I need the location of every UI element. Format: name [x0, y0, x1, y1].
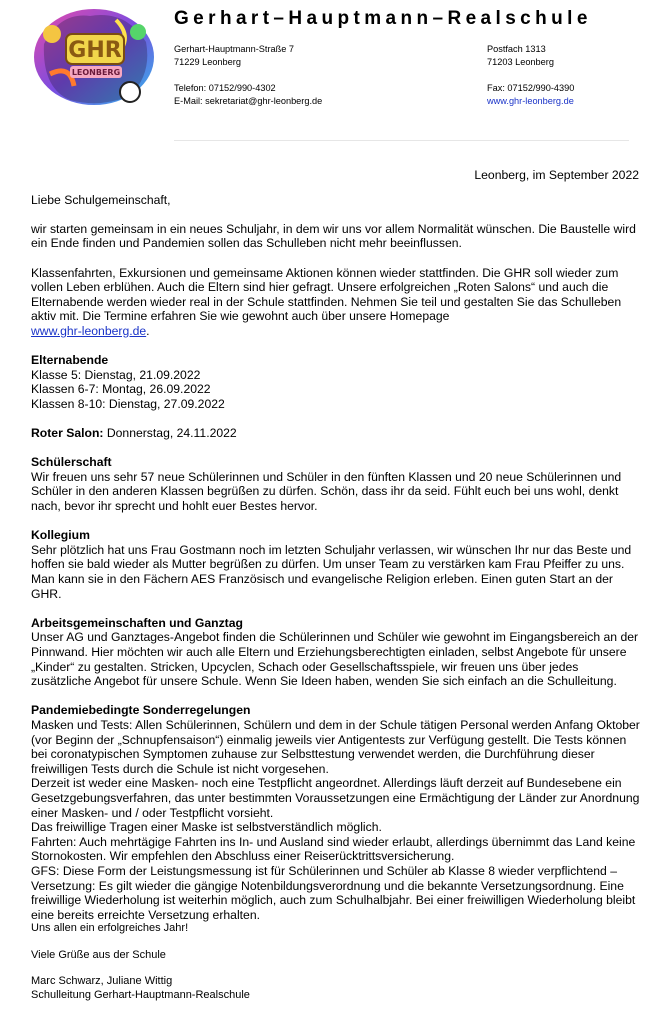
phone-number: Telefon: 07152/990-4302 [174, 83, 276, 93]
homepage-suffix: . [146, 323, 150, 338]
activities-paragraph [31, 266, 641, 339]
elternabend-item: Klassen 6-7: Montag, 26.09.2022 [31, 382, 211, 397]
letter-date: Leonberg, im September 2022 [474, 168, 639, 182]
website-link[interactable]: www.ghr-leonberg.de [487, 96, 574, 106]
elternabend-item: Klassen 8-10: Dienstag, 27.09.2022 [31, 396, 225, 411]
pandemie-heading: Pandemiebedingte Sonderregelungen [31, 703, 251, 718]
school-name: Gerhart–Hauptmann–Realschule [174, 8, 592, 29]
postbox: Postfach 1313 [487, 44, 546, 54]
header-divider [174, 140, 629, 141]
signatories: Marc Schwarz, Juliane Wittig [31, 975, 173, 988]
homepage-link[interactable]: www.ghr-leonberg.de [31, 323, 147, 338]
letter-body [31, 168, 641, 1002]
greeting: Viele Grüße aus der Schule [31, 948, 166, 961]
signatory-role: Schulleitung Gerhart-Hauptmann-Realschule [31, 988, 250, 1001]
contact-block [174, 82, 322, 108]
activities-text: Klassenfahrten, Exkursionen und gemeinsame Aktionen können wieder stattfinden. Die GHR soll wieder zum vollen Leben erblühen. Auch die Eltern sind hier gefragt. Unsere erfolgreichen „Roten Salons“ und auch die Elternabende werden wieder real in der Schule stattfinden. Nehmen Sie teil und gestalten Sie das Schulleben aktiv mit. Die Termine erfahren Sie wie gewohnt auch über unsere Homepage [31, 265, 622, 324]
pandemie-current-rules: Derzeit ist weder eine Masken- noch eine Testpflicht angeordnet. Allerdings läuft derzeit auf Bundesebene ein Gesetzgebungsverfahren, das unter bestimmten Voraussetzungen eine Ermächtigung der Länder zur Anordnung einer Masken- und / oder Testpflicht vorsieht. [31, 776, 640, 820]
kollegium-text: Sehr plötzlich hat uns Frau Gostmann noch im letzten Schuljahr verlassen, wir wünschen Ihr nur das Beste und hoffen sie bald wieder als Mutter begrüßen zu dürfen. Um unser Team zu verstärken kam Frau Pfeiffer zu uns. Man kann sie in den Fächern AES Französisch und evangelische Religion erleben. Einen guten Start an der GHR. [31, 542, 632, 601]
address-city: 71229 Leonberg [174, 57, 241, 67]
address-street: Gerhart-Hauptmann-Straße 7 [174, 44, 294, 54]
pandemie-trips: Fahrten: Auch mehrtägige Fahrten ins In- und Ausland sind wieder erlaubt, allerdings übernimmt das Land keine Stornokosten. Wir empfehlen den Abschluss einer Reiserücktrittsversicherung. [31, 834, 636, 864]
roter-salon [31, 426, 641, 441]
email-address: E-Mail: sekretariat@ghr-leonberg.de [174, 96, 323, 106]
fax-web-block [487, 82, 574, 108]
ag-text: Unser AG und Ganztages-Angebot finden die Schülerinnen und Schüler wie gewohnt im Eingangsbereich an der Pinnwand. Hier möchten wir auch alle Eltern und Erziehungsberechtigten einladen, selbst Angebote für unsere „Kinder“ zu gestalten. Stricken, Upcyclen, Schach oder Gesellschaftsspiele, wir freuen uns über jedes zusätzliche Angebot für unsere Schule. Wenn Sie Ideen haben, wenden Sie sich einfach an die Schulleitung. [31, 630, 639, 689]
schuelerschaft-text: Wir freuen uns sehr 57 neue Schülerinnen und Schüler in den fünften Klassen und 20 neue Schülerinnen und Schüler in den anderen Klassen begrüßen zu dürfen. Schön, dass ihr da seid. Fühlt euch bei uns wohl, denkt nach, bevor ihr sprecht und hohlt euer Bestes hervor. [31, 469, 622, 514]
pandemie-voluntary-mask: Das freiwillige Tragen einer Maske ist selbstverständlich möglich. [31, 820, 382, 835]
elternabend-item: Klasse 5: Dienstag, 21.09.2022 [31, 367, 201, 382]
closing-wish: Uns allen ein erfolgreiches Jahr! [31, 922, 189, 935]
postbox-city: 71203 Leonberg [487, 57, 554, 67]
pandemie-masks-tests: Masken und Tests: Allen Schülerinnen, Schülern und dem in der Schule tätigen Personal werden Anfang Oktober (vor Beginn der „Schnupfensaison“) einmalig jeweils vier Antigentests zur Verfügung gestellt. Die Tests können bei coronatypischen Symptomen zuhause zur Selbsttestung verwendet werden, die Durchführung dieser freiwilligen Tests durch die Schule ist nicht vorgesehen. [31, 717, 640, 776]
roter-salon-label: Roter Salon: [31, 426, 104, 441]
logo-text: GHR [68, 38, 122, 63]
pandemie-gfs: GFS: Diese Form der Leistungsmessung ist für Schülerinnen und Schüler ab Klasse 8 wieder verpflichtend – Versetzung: Es gilt wieder die gängige Notenbildungsverordnung und die bekannte Versetzungsordnung. Eine freiwillige Wiederholung ist weiterhin möglich, auch zum Schulhalbjahr. Bei einer freiwilligen Wiederholung bleibt eine bereits erreichte Versetzung erhalten. [31, 863, 636, 922]
fax-number: Fax: 07152/990-4390 [487, 83, 575, 93]
roter-salon-date: Donnerstag, 24.11.2022 [103, 426, 237, 441]
logo-subtext: LEONBERG [71, 68, 121, 77]
kollegium-heading: Kollegium [31, 528, 90, 543]
ag-heading: Arbeitsgemeinschaften und Ganztag [31, 615, 243, 630]
postbox-block [487, 43, 554, 69]
salutation: Liebe Schulgemeinschaft, [31, 192, 171, 207]
intro-paragraph: wir starten gemeinsam in ein neues Schuljahr, in dem wir uns vor allem Normalität wünschen. Die Baustelle wird ein Ende finden und Pandemien sollen das Schulleben nicht mehr beeinflussen. [31, 221, 636, 251]
school-logo [30, 4, 158, 110]
elternabende-heading: Elternabende [31, 353, 109, 368]
schuelerschaft-heading: Schülerschaft [31, 455, 112, 470]
address-block [174, 43, 294, 69]
